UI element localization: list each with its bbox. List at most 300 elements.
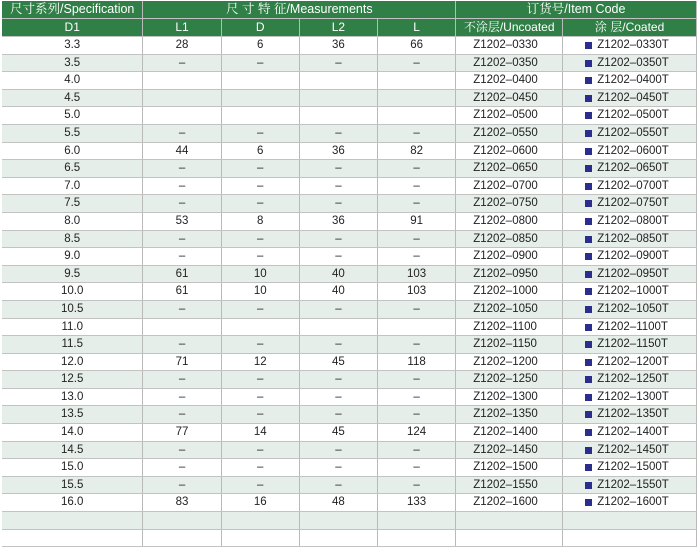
cell-uncoated: Z1202–0350	[456, 54, 563, 72]
cell-uncoated: Z1202–1250	[456, 371, 563, 389]
cell-l2: –	[299, 300, 377, 318]
cell-coated	[563, 388, 697, 406]
coated-code-text: Z1202–0350T	[597, 56, 669, 69]
cell-l: –	[378, 300, 456, 318]
cell-l: 82	[378, 142, 456, 160]
cell-d1: 7.0	[2, 177, 143, 195]
cell-l2	[299, 72, 377, 90]
cell-uncoated: Z1202–0550	[456, 124, 563, 142]
cell-l1	[143, 72, 221, 90]
coated-code-text: Z1202–0500T	[597, 109, 669, 122]
cell-d: –	[221, 230, 299, 248]
cell-d1: 16.0	[2, 494, 143, 512]
cell-l1	[143, 529, 221, 547]
cell-l2: –	[299, 124, 377, 142]
cell-uncoated: Z1202–1300	[456, 388, 563, 406]
cell-coated	[563, 406, 697, 424]
cell-l: –	[378, 459, 456, 477]
cell-uncoated: Z1202–0650	[456, 160, 563, 178]
cell-coated	[563, 529, 697, 547]
header-item-code: 订货号/Item Code	[456, 1, 697, 19]
coated-code-text: Z1202–0900T	[597, 250, 669, 263]
cell-coated	[563, 37, 697, 55]
cell-uncoated: Z1202–1000	[456, 283, 563, 301]
table-row	[2, 529, 697, 547]
cell-l: 118	[378, 353, 456, 371]
coated-code-text: Z1202–1600T	[597, 496, 669, 509]
coated-marker-icon	[585, 394, 592, 401]
cell-d: –	[221, 336, 299, 354]
cell-d: –	[221, 441, 299, 459]
cell-coated	[563, 54, 697, 72]
coated-code-text: Z1202–1050T	[597, 302, 669, 315]
cell-l: 124	[378, 424, 456, 442]
cell-l: –	[378, 124, 456, 142]
cell-l2: –	[299, 54, 377, 72]
cell-d: 8	[221, 212, 299, 230]
coated-code-text: Z1202–0950T	[597, 267, 669, 280]
cell-l2: 36	[299, 212, 377, 230]
cell-l: –	[378, 195, 456, 213]
table-row	[2, 318, 697, 336]
cell-l2: –	[299, 195, 377, 213]
cell-d	[221, 72, 299, 90]
table-row	[2, 371, 697, 389]
coated-marker-icon	[585, 376, 592, 383]
cell-l1: 77	[143, 424, 221, 442]
coated-code-text: Z1202–0750T	[597, 197, 669, 210]
cell-l1: 53	[143, 212, 221, 230]
coated-marker-icon	[585, 200, 592, 207]
cell-l	[378, 318, 456, 336]
cell-l2	[299, 529, 377, 547]
cell-d1: 3.5	[2, 54, 143, 72]
table-row	[2, 424, 697, 442]
coated-marker-icon	[585, 112, 592, 119]
cell-d1: 8.5	[2, 230, 143, 248]
cell-l1: –	[143, 300, 221, 318]
cell-l1: –	[143, 441, 221, 459]
table-row	[2, 353, 697, 371]
cell-d1: 10.0	[2, 283, 143, 301]
cell-l: –	[378, 230, 456, 248]
cell-l1: 61	[143, 265, 221, 283]
cell-l	[378, 529, 456, 547]
coated-code-text: Z1202–1450T	[597, 443, 669, 456]
cell-coated	[563, 89, 697, 107]
cell-d1: 14.0	[2, 424, 143, 442]
cell-d1: 12.5	[2, 371, 143, 389]
coated-marker-icon	[585, 60, 592, 67]
cell-coated	[563, 476, 697, 494]
coated-code-text: Z1202–0600T	[597, 144, 669, 157]
cell-coated	[563, 441, 697, 459]
cell-d1: 11.0	[2, 318, 143, 336]
cell-l	[378, 72, 456, 90]
table-row	[2, 512, 697, 530]
cell-d1: 9.5	[2, 265, 143, 283]
cell-coated	[563, 72, 697, 90]
cell-l1: 83	[143, 494, 221, 512]
coated-code-text: Z1202–0800T	[597, 214, 669, 227]
cell-d1: 6.0	[2, 142, 143, 160]
coated-code-text: Z1202–1550T	[597, 478, 669, 491]
table-row	[2, 265, 697, 283]
cell-d1: 6.5	[2, 160, 143, 178]
cell-coated	[563, 512, 697, 530]
coated-marker-icon	[585, 411, 592, 418]
cell-l2	[299, 89, 377, 107]
cell-l: 103	[378, 283, 456, 301]
cell-uncoated	[456, 512, 563, 530]
cell-d	[221, 512, 299, 530]
cell-l2: –	[299, 476, 377, 494]
cell-d1: 15.0	[2, 459, 143, 477]
col-header-l2: L2	[299, 19, 377, 37]
cell-d1	[2, 512, 143, 530]
coated-marker-icon	[585, 130, 592, 137]
table-row	[2, 388, 697, 406]
cell-uncoated	[456, 529, 563, 547]
cell-uncoated: Z1202–0750	[456, 195, 563, 213]
cell-d1: 4.5	[2, 89, 143, 107]
cell-l2: 40	[299, 265, 377, 283]
cell-l1: –	[143, 248, 221, 266]
cell-l: –	[378, 476, 456, 494]
cell-uncoated: Z1202–1100	[456, 318, 563, 336]
cell-d: 12	[221, 353, 299, 371]
cell-uncoated: Z1202–0450	[456, 89, 563, 107]
table-row	[2, 406, 697, 424]
cell-d1: 9.0	[2, 248, 143, 266]
cell-l1	[143, 318, 221, 336]
cell-l: –	[378, 54, 456, 72]
cell-l2: 48	[299, 494, 377, 512]
cell-l: 103	[378, 265, 456, 283]
cell-d: –	[221, 371, 299, 389]
table-row	[2, 212, 697, 230]
cell-uncoated: Z1202–0400	[456, 72, 563, 90]
coated-code-text: Z1202–0330T	[597, 39, 669, 51]
cell-d1: 3.3	[2, 37, 143, 55]
header-specification: 尺寸系列/Specification	[2, 1, 143, 19]
cell-uncoated: Z1202–0500	[456, 107, 563, 125]
cell-l: –	[378, 388, 456, 406]
cell-d	[221, 107, 299, 125]
cell-l: –	[378, 248, 456, 266]
cell-l1: –	[143, 459, 221, 477]
coated-code-text: Z1202–1300T	[597, 390, 669, 403]
cell-coated	[563, 177, 697, 195]
cell-d1: 13.5	[2, 406, 143, 424]
cell-uncoated: Z1202–1400	[456, 424, 563, 442]
table-row	[2, 54, 697, 72]
coated-code-text: Z1202–1350T	[597, 408, 669, 421]
coated-code-text: Z1202–0450T	[597, 91, 669, 104]
cell-d1: 13.0	[2, 388, 143, 406]
cell-d: 10	[221, 265, 299, 283]
cell-d1: 5.5	[2, 124, 143, 142]
table-row	[2, 89, 697, 107]
cell-uncoated: Z1202–1200	[456, 353, 563, 371]
coated-code-text: Z1202–0400T	[597, 74, 669, 87]
cell-l1	[143, 107, 221, 125]
col-header-d: D	[221, 19, 299, 37]
table-row	[2, 336, 697, 354]
cell-coated	[563, 248, 697, 266]
table-row	[2, 283, 697, 301]
cell-d: –	[221, 388, 299, 406]
table-row	[2, 195, 697, 213]
cell-uncoated: Z1202–1350	[456, 406, 563, 424]
cell-d: –	[221, 54, 299, 72]
cell-l2: –	[299, 177, 377, 195]
cell-uncoated: Z1202–0700	[456, 177, 563, 195]
cell-d: –	[221, 177, 299, 195]
coated-marker-icon	[585, 236, 592, 243]
cell-d	[221, 89, 299, 107]
cell-d1: 15.5	[2, 476, 143, 494]
cell-d: –	[221, 248, 299, 266]
spec-table-sheet	[2, 1, 697, 547]
coated-marker-icon	[585, 341, 592, 348]
cell-l: –	[378, 406, 456, 424]
cell-uncoated: Z1202–0330	[456, 37, 563, 55]
coated-code-text: Z1202–1200T	[597, 355, 669, 368]
cell-l2: –	[299, 388, 377, 406]
cell-d	[221, 529, 299, 547]
cell-l1: 71	[143, 353, 221, 371]
cell-uncoated: Z1202–0800	[456, 212, 563, 230]
coated-marker-icon	[585, 324, 592, 331]
col-header-l1: L1	[143, 19, 221, 37]
coated-code-text: Z1202–1150T	[597, 338, 668, 351]
cell-coated	[563, 107, 697, 125]
table-body	[2, 37, 697, 547]
cell-d: –	[221, 195, 299, 213]
cell-d1: 8.0	[2, 212, 143, 230]
cell-l2	[299, 512, 377, 530]
cell-l2: 36	[299, 37, 377, 55]
cell-coated	[563, 142, 697, 160]
coated-marker-icon	[585, 148, 592, 155]
cell-d: –	[221, 406, 299, 424]
cell-l2: –	[299, 160, 377, 178]
cell-d: –	[221, 300, 299, 318]
cell-l	[378, 89, 456, 107]
cell-l1: –	[143, 124, 221, 142]
col-header-uncoated: 不涂层/Uncoated	[456, 19, 563, 37]
cell-l: 91	[378, 212, 456, 230]
cell-d: –	[221, 160, 299, 178]
cell-uncoated: Z1202–1600	[456, 494, 563, 512]
coated-marker-icon	[585, 499, 592, 506]
coated-marker-icon	[585, 429, 592, 436]
coated-marker-icon	[585, 183, 592, 190]
cell-uncoated: Z1202–1050	[456, 300, 563, 318]
cell-l1: –	[143, 195, 221, 213]
cell-l2: 40	[299, 283, 377, 301]
cell-uncoated: Z1202–0900	[456, 248, 563, 266]
cell-coated	[563, 336, 697, 354]
cell-l: –	[378, 177, 456, 195]
header-row-groups	[2, 1, 697, 19]
cell-d1: 10.5	[2, 300, 143, 318]
table-row	[2, 72, 697, 90]
cell-l2: 45	[299, 353, 377, 371]
table-row	[2, 494, 697, 512]
cell-coated	[563, 124, 697, 142]
cell-d: 6	[221, 37, 299, 55]
cell-l: –	[378, 371, 456, 389]
coated-marker-icon	[585, 288, 592, 295]
cell-l1: –	[143, 476, 221, 494]
cell-l: 133	[378, 494, 456, 512]
col-header-d1: D1	[2, 19, 143, 37]
coated-marker-icon	[585, 253, 592, 260]
cell-l1: –	[143, 177, 221, 195]
table-row	[2, 476, 697, 494]
table-row	[2, 124, 697, 142]
coated-marker-icon	[585, 218, 592, 225]
coated-marker-icon	[585, 447, 592, 454]
cell-d: 6	[221, 142, 299, 160]
cell-l2	[299, 318, 377, 336]
coated-code-text: Z1202–1500T	[597, 461, 669, 474]
cell-d1: 12.0	[2, 353, 143, 371]
cell-coated	[563, 494, 697, 512]
coated-marker-icon	[585, 95, 592, 102]
cell-l1: –	[143, 406, 221, 424]
table-row	[2, 160, 697, 178]
cell-coated	[563, 160, 697, 178]
cell-d1: 7.5	[2, 195, 143, 213]
cell-d1: 4.0	[2, 72, 143, 90]
coated-marker-icon	[585, 165, 592, 172]
table-row	[2, 107, 697, 125]
coated-marker-icon	[585, 77, 592, 84]
cell-coated	[563, 424, 697, 442]
cell-uncoated: Z1202–0850	[456, 230, 563, 248]
coated-marker-icon	[585, 42, 592, 49]
spec-table	[2, 1, 697, 547]
table-row	[2, 142, 697, 160]
cell-l: –	[378, 336, 456, 354]
cell-l2: –	[299, 248, 377, 266]
cell-coated	[563, 230, 697, 248]
cell-uncoated: Z1202–0950	[456, 265, 563, 283]
cell-l1: –	[143, 54, 221, 72]
cell-coated	[563, 318, 697, 336]
coated-code-text: Z1202–1400T	[597, 426, 669, 439]
cell-l2: 36	[299, 142, 377, 160]
coated-marker-icon	[585, 271, 592, 278]
coated-code-text: Z1202–0650T	[597, 162, 669, 175]
cell-coated	[563, 300, 697, 318]
coated-code-text: Z1202–0700T	[597, 179, 669, 192]
cell-uncoated: Z1202–1550	[456, 476, 563, 494]
table-row	[2, 441, 697, 459]
cell-l	[378, 512, 456, 530]
cell-d1: 5.0	[2, 107, 143, 125]
cell-l1	[143, 89, 221, 107]
cell-l2: 45	[299, 424, 377, 442]
table-row	[2, 37, 697, 55]
coated-marker-icon	[585, 482, 592, 489]
coated-marker-icon	[585, 359, 592, 366]
cell-d1	[2, 529, 143, 547]
cell-l	[378, 107, 456, 125]
col-header-l: L	[378, 19, 456, 37]
cell-coated	[563, 195, 697, 213]
cell-l2: –	[299, 371, 377, 389]
cell-l: –	[378, 441, 456, 459]
cell-d: –	[221, 124, 299, 142]
cell-l: 66	[378, 37, 456, 55]
cell-l2: –	[299, 406, 377, 424]
cell-l: –	[378, 160, 456, 178]
cell-l2: –	[299, 230, 377, 248]
coated-marker-icon	[585, 464, 592, 471]
cell-d: 14	[221, 424, 299, 442]
cell-l1	[143, 512, 221, 530]
cell-d: –	[221, 459, 299, 477]
cell-l1: –	[143, 371, 221, 389]
coated-code-text: Z1202–1100T	[597, 320, 668, 333]
cell-coated	[563, 212, 697, 230]
table-row	[2, 248, 697, 266]
cell-d1: 14.5	[2, 441, 143, 459]
coated-marker-icon	[585, 306, 592, 313]
coated-code-text: Z1202–1000T	[597, 285, 669, 298]
table-row	[2, 300, 697, 318]
cell-d: 10	[221, 283, 299, 301]
coated-code-text: Z1202–0850T	[597, 232, 669, 245]
cell-l1: 44	[143, 142, 221, 160]
cell-l1: –	[143, 230, 221, 248]
cell-l1: 61	[143, 283, 221, 301]
header-row-columns	[2, 19, 697, 37]
cell-uncoated: Z1202–1150	[456, 336, 563, 354]
cell-l2: –	[299, 336, 377, 354]
cell-coated	[563, 459, 697, 477]
cell-l2: –	[299, 441, 377, 459]
cell-coated	[563, 371, 697, 389]
cell-l1: –	[143, 336, 221, 354]
cell-coated	[563, 353, 697, 371]
cell-l2: –	[299, 459, 377, 477]
cell-d: 16	[221, 494, 299, 512]
cell-uncoated: Z1202–1500	[456, 459, 563, 477]
coated-code-text: Z1202–1250T	[597, 373, 669, 386]
table-row	[2, 459, 697, 477]
cell-l1: –	[143, 388, 221, 406]
table-row	[2, 177, 697, 195]
cell-d1: 11.5	[2, 336, 143, 354]
header-measurements: 尺 寸 特 征/Measurements	[143, 1, 456, 19]
cell-uncoated: Z1202–1450	[456, 441, 563, 459]
table-row	[2, 230, 697, 248]
cell-l1: 28	[143, 37, 221, 55]
cell-uncoated: Z1202–0600	[456, 142, 563, 160]
cell-l1: –	[143, 160, 221, 178]
col-header-coated: 涂 层/Coated	[563, 19, 697, 37]
cell-d: –	[221, 476, 299, 494]
cell-coated	[563, 283, 697, 301]
cell-d	[221, 318, 299, 336]
cell-coated	[563, 265, 697, 283]
coated-code-text: Z1202–0550T	[597, 126, 669, 139]
